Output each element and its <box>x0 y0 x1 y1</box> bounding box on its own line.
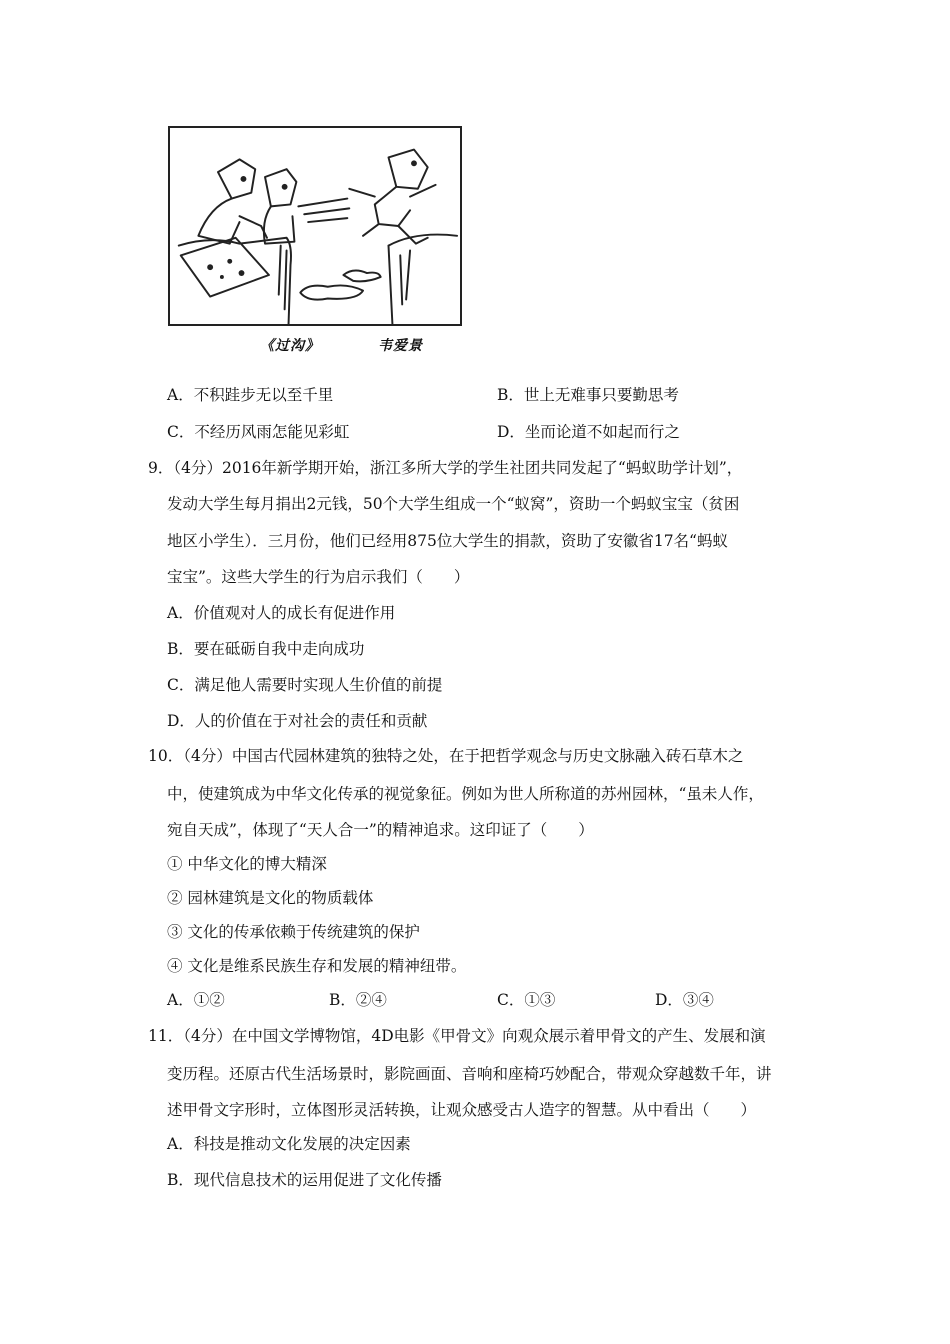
q10-option-b: B．②④ <box>329 991 387 1009</box>
q10-statement-4: ④ 文化是维系民族生存和发展的精神纽带。 <box>167 957 467 975</box>
q11-stem-line-1: 11．（4分）在中国文学博物馆，4D电影《甲骨文》向观众展示着甲骨文的产生、发展和演 <box>148 1027 766 1045</box>
q10-statement-2: ② 园林建筑是文化的物质载体 <box>167 889 374 907</box>
q9-stem-line-1: 9．（4分）2016年新学期开始，浙江多所大学的学生社团共同发起了“蚂蚁助学计划”， <box>148 459 743 477</box>
q10-stem-line-2: 中，使建筑成为中华文化传承的视觉象征。例如为世人所称道的苏州园林，“虽未人作， <box>167 785 764 803</box>
cartoon-caption-title: 《过沟》 <box>260 338 320 354</box>
q8-option-b: B．世上无难事只要勤思考 <box>497 386 679 404</box>
q9-option-d: D．人的价值在于对社会的责任和贡献 <box>167 712 428 730</box>
cartoon-drawing <box>170 128 460 324</box>
q10-stem-line-1: 10．（4分）中国古代园林建筑的独特之处，在于把哲学观念与历史文脉融入砖石草木之 <box>148 747 744 765</box>
q9-stem-line-2: 发动大学生每月捐出2元钱，50个大学生组成一个“蚁窝”，资助一个蚂蚁宝宝（贫困 <box>167 495 740 513</box>
q9-stem-line-4: 宝宝”。这些大学生的行为启示我们（ ） <box>167 568 470 586</box>
q10-statement-3: ③ 文化的传承依赖于传统建筑的保护 <box>167 923 420 941</box>
cartoon-caption-author: 韦爱景 <box>378 338 423 354</box>
q8-option-d: D．坐而论道不如起而行之 <box>497 423 680 441</box>
q9-option-a: A．价值观对人的成长有促进作用 <box>167 604 396 622</box>
cartoon-illustration <box>168 126 462 326</box>
q11-stem-line-2: 变历程。还原古代生活场景时，影院画面、音响和座椅巧妙配合，带观众穿越数千年，讲 <box>167 1065 772 1083</box>
q8-option-a: A．不积跬步无以至千里 <box>167 386 334 404</box>
q10-statement-1: ① 中华文化的博大精深 <box>167 855 327 873</box>
q10-stem-line-3: 宛自天成”，体现了“天人合一”的精神追求。这印证了（ ） <box>167 821 594 839</box>
q10-option-d: D．③④ <box>655 991 714 1009</box>
q9-stem-line-3: 地区小学生）．三月份，他们已经用875位大学生的捐款，资助了安徽省17名“蚂蚁 <box>167 532 728 550</box>
q9-option-b: B．要在砥砺自我中走向成功 <box>167 640 365 658</box>
q8-option-c: C．不经历风雨怎能见彩虹 <box>167 423 350 441</box>
q11-option-b: B．现代信息技术的运用促进了文化传播 <box>167 1171 442 1189</box>
q10-option-c: C．①③ <box>497 991 556 1009</box>
q11-stem-line-3: 述甲骨文字形时，立体图形灵活转换，让观众感受古人造字的智慧。从中看出（ ） <box>167 1101 757 1119</box>
q11-option-a: A．科技是推动文化发展的决定因素 <box>167 1135 411 1153</box>
q9-option-c: C．满足他人需要时实现人生价值的前提 <box>167 676 443 694</box>
q10-option-a: A．①② <box>167 991 225 1009</box>
